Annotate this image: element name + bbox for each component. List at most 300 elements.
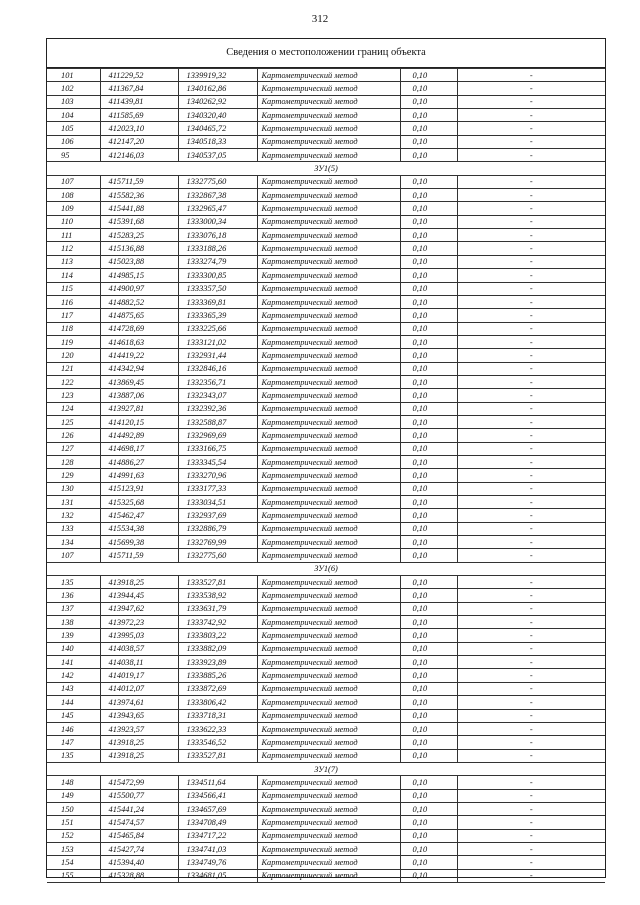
x-coordinate-cell: 414019,17 (100, 669, 178, 682)
note-cell: - (457, 816, 605, 829)
point-number-cell: 119 (47, 335, 100, 348)
note-cell: - (457, 749, 605, 762)
method-cell: Картометрический метод (257, 802, 400, 815)
table-row (47, 175, 605, 188)
x-coordinate-cell: 414419,22 (100, 349, 178, 362)
accuracy-cell: 0,10 (400, 549, 457, 562)
note-cell: - (457, 122, 605, 135)
method-cell: Картометрический метод (257, 255, 400, 268)
note-cell: - (457, 522, 605, 535)
note-cell: - (457, 255, 605, 268)
accuracy-cell: 0,10 (400, 536, 457, 549)
note-cell: - (457, 509, 605, 522)
y-coordinate-cell: 1333803,22 (178, 629, 257, 642)
point-number-cell: 152 (47, 829, 100, 842)
y-coordinate-cell: 1333885,26 (178, 669, 257, 682)
x-coordinate-cell: 415391,68 (100, 215, 178, 228)
table-row (47, 522, 605, 535)
method-cell: Картометрический метод (257, 175, 400, 188)
table-row (47, 389, 605, 402)
note-cell: - (457, 389, 605, 402)
point-number-cell: 137 (47, 602, 100, 615)
note-cell: - (457, 402, 605, 415)
point-number-cell: 111 (47, 229, 100, 242)
x-coordinate-cell: 415699,38 (100, 536, 178, 549)
accuracy-cell: 0,10 (400, 309, 457, 322)
table-row (47, 496, 605, 509)
y-coordinate-cell: 1333177,33 (178, 482, 257, 495)
point-number-cell: 108 (47, 189, 100, 202)
accuracy-cell: 0,10 (400, 469, 457, 482)
coordinates-table (47, 68, 605, 883)
page-number: 312 (311, 13, 329, 25)
note-cell: - (457, 175, 605, 188)
method-cell: Картометрический метод (257, 856, 400, 869)
point-number-cell: 116 (47, 295, 100, 308)
method-cell: Картометрический метод (257, 722, 400, 735)
point-number-cell: 112 (47, 242, 100, 255)
note-cell: - (457, 335, 605, 348)
x-coordinate-cell: 414882,52 (100, 295, 178, 308)
method-cell: Картометрический метод (257, 69, 400, 82)
x-coordinate-cell: 412147,20 (100, 135, 178, 148)
table-row (47, 536, 605, 549)
y-coordinate-cell: 1334681,05 (178, 869, 257, 882)
y-coordinate-cell: 1333000,34 (178, 215, 257, 228)
table-row (47, 135, 605, 148)
table-row (47, 776, 605, 789)
table-row (47, 375, 605, 388)
method-cell: Картометрический метод (257, 189, 400, 202)
method-cell: Картометрический метод (257, 469, 400, 482)
accuracy-cell: 0,10 (400, 789, 457, 802)
table-row (47, 842, 605, 855)
x-coordinate-cell: 415465,84 (100, 829, 178, 842)
x-coordinate-cell: 413887,06 (100, 389, 178, 402)
method-cell: Картометрический метод (257, 789, 400, 802)
table-row (47, 749, 605, 762)
x-coordinate-cell: 415325,68 (100, 496, 178, 509)
table-row (47, 202, 605, 215)
x-coordinate-cell: 414728,69 (100, 322, 178, 335)
note-cell: - (457, 589, 605, 602)
method-cell: Картометрический метод (257, 709, 400, 722)
note-cell: - (457, 829, 605, 842)
x-coordinate-cell: 415534,38 (100, 522, 178, 535)
y-coordinate-cell: 1333274,79 (178, 255, 257, 268)
note-cell: - (457, 82, 605, 95)
x-coordinate-cell: 414038,11 (100, 656, 178, 669)
accuracy-cell: 0,10 (400, 69, 457, 82)
accuracy-cell: 0,10 (400, 229, 457, 242)
y-coordinate-cell: 1332965,47 (178, 202, 257, 215)
table-row (47, 82, 605, 95)
table-row (47, 696, 605, 709)
note-cell: - (457, 789, 605, 802)
y-coordinate-cell: 1334717,22 (178, 829, 257, 842)
method-cell: Картометрический метод (257, 656, 400, 669)
note-cell: - (457, 442, 605, 455)
accuracy-cell: 0,10 (400, 455, 457, 468)
accuracy-cell: 0,10 (400, 749, 457, 762)
method-cell: Картометрический метод (257, 335, 400, 348)
note-cell: - (457, 549, 605, 562)
y-coordinate-cell: 1333546,52 (178, 736, 257, 749)
accuracy-cell: 0,10 (400, 175, 457, 188)
accuracy-cell: 0,10 (400, 362, 457, 375)
section-heading: ЗУ1(5) (47, 162, 605, 175)
x-coordinate-cell: 415283,25 (100, 229, 178, 242)
x-coordinate-cell: 415441,88 (100, 202, 178, 215)
accuracy-cell: 0,10 (400, 856, 457, 869)
accuracy-cell: 0,10 (400, 709, 457, 722)
point-number-cell: 120 (47, 349, 100, 362)
method-cell: Картометрический метод (257, 389, 400, 402)
x-coordinate-cell: 415474,57 (100, 816, 178, 829)
accuracy-cell: 0,10 (400, 602, 457, 615)
note-cell: - (457, 696, 605, 709)
y-coordinate-cell: 1333166,75 (178, 442, 257, 455)
x-coordinate-cell: 413972,23 (100, 616, 178, 629)
section-heading: ЗУ1(7) (47, 762, 605, 775)
point-number-cell: 150 (47, 802, 100, 815)
x-coordinate-cell: 412023,10 (100, 122, 178, 135)
y-coordinate-cell: 1332392,36 (178, 402, 257, 415)
y-coordinate-cell: 1332867,38 (178, 189, 257, 202)
y-coordinate-cell: 1333923,89 (178, 656, 257, 669)
accuracy-cell: 0,10 (400, 109, 457, 122)
y-coordinate-cell: 1333742,92 (178, 616, 257, 629)
accuracy-cell: 0,10 (400, 589, 457, 602)
section-heading-row (47, 762, 605, 775)
table-row (47, 149, 605, 162)
point-number-cell: 102 (47, 82, 100, 95)
x-coordinate-cell: 415394,40 (100, 856, 178, 869)
accuracy-cell: 0,10 (400, 242, 457, 255)
table-row (47, 642, 605, 655)
y-coordinate-cell: 1332846,16 (178, 362, 257, 375)
table-row (47, 95, 605, 108)
accuracy-cell: 0,10 (400, 389, 457, 402)
x-coordinate-cell: 415427,74 (100, 842, 178, 855)
note-cell: - (457, 362, 605, 375)
x-coordinate-cell: 414012,07 (100, 682, 178, 695)
y-coordinate-cell: 1334749,76 (178, 856, 257, 869)
y-coordinate-cell: 1333121,02 (178, 335, 257, 348)
point-number-cell: 149 (47, 789, 100, 802)
y-coordinate-cell: 1332356,71 (178, 375, 257, 388)
accuracy-cell: 0,10 (400, 616, 457, 629)
point-number-cell: 114 (47, 269, 100, 282)
accuracy-cell: 0,10 (400, 776, 457, 789)
note-cell: - (457, 375, 605, 388)
x-coordinate-cell: 413943,65 (100, 709, 178, 722)
point-number-cell: 135 (47, 576, 100, 589)
y-coordinate-cell: 1340262,92 (178, 95, 257, 108)
point-number-cell: 118 (47, 322, 100, 335)
x-coordinate-cell: 414038,57 (100, 642, 178, 655)
table-row (47, 576, 605, 589)
table-row (47, 335, 605, 348)
table-row (47, 656, 605, 669)
table-row (47, 829, 605, 842)
x-coordinate-cell: 411229,52 (100, 69, 178, 82)
x-coordinate-cell: 415472,99 (100, 776, 178, 789)
y-coordinate-cell: 1333622,33 (178, 722, 257, 735)
table-row (47, 255, 605, 268)
point-number-cell: 101 (47, 69, 100, 82)
table-row (47, 122, 605, 135)
note-cell: - (457, 682, 605, 695)
point-number-cell: 121 (47, 362, 100, 375)
x-coordinate-cell: 414120,15 (100, 415, 178, 428)
table-row (47, 215, 605, 228)
point-number-cell: 147 (47, 736, 100, 749)
note-cell: - (457, 415, 605, 428)
method-cell: Картометрический метод (257, 82, 400, 95)
accuracy-cell: 0,10 (400, 335, 457, 348)
x-coordinate-cell: 411367,84 (100, 82, 178, 95)
y-coordinate-cell: 1332775,60 (178, 175, 257, 188)
point-number-cell: 125 (47, 415, 100, 428)
accuracy-cell: 0,10 (400, 842, 457, 855)
accuracy-cell: 0,10 (400, 402, 457, 415)
point-number-cell: 109 (47, 202, 100, 215)
method-cell: Картометрический метод (257, 522, 400, 535)
note-cell: - (457, 576, 605, 589)
accuracy-cell: 0,10 (400, 682, 457, 695)
note-cell: - (457, 482, 605, 495)
y-coordinate-cell: 1333369,81 (178, 295, 257, 308)
method-cell: Картометрический метод (257, 375, 400, 388)
note-cell: - (457, 95, 605, 108)
table-body (47, 69, 605, 883)
y-coordinate-cell: 1333806,42 (178, 696, 257, 709)
accuracy-cell: 0,10 (400, 82, 457, 95)
method-cell: Картометрический метод (257, 322, 400, 335)
note-cell: - (457, 149, 605, 162)
method-cell: Картометрический метод (257, 549, 400, 562)
y-coordinate-cell: 1340465,72 (178, 122, 257, 135)
x-coordinate-cell: 414985,15 (100, 269, 178, 282)
y-coordinate-cell: 1332588,87 (178, 415, 257, 428)
section-heading: ЗУ1(6) (47, 562, 605, 575)
x-coordinate-cell: 414900,97 (100, 282, 178, 295)
method-cell: Картометрический метод (257, 482, 400, 495)
method-cell: Картометрический метод (257, 616, 400, 629)
method-cell: Картометрический метод (257, 455, 400, 468)
method-cell: Картометрический метод (257, 629, 400, 642)
y-coordinate-cell: 1333365,39 (178, 309, 257, 322)
method-cell: Картометрический метод (257, 696, 400, 709)
method-cell: Картометрический метод (257, 776, 400, 789)
accuracy-cell: 0,10 (400, 816, 457, 829)
method-cell: Картометрический метод (257, 242, 400, 255)
table-row (47, 816, 605, 829)
point-number-cell: 144 (47, 696, 100, 709)
table-row (47, 616, 605, 629)
x-coordinate-cell: 413944,45 (100, 589, 178, 602)
note-cell: - (457, 135, 605, 148)
y-coordinate-cell: 1332886,79 (178, 522, 257, 535)
table-row (47, 229, 605, 242)
boundary-table-frame (46, 38, 606, 881)
x-coordinate-cell: 415136,88 (100, 242, 178, 255)
table-caption: Сведения о местоположении границ объекта (47, 39, 605, 68)
x-coordinate-cell: 414492,89 (100, 429, 178, 442)
table-row (47, 429, 605, 442)
note-cell: - (457, 429, 605, 442)
method-cell: Картометрический метод (257, 642, 400, 655)
table-row (47, 589, 605, 602)
point-number-cell: 95 (47, 149, 100, 162)
note-cell: - (457, 736, 605, 749)
x-coordinate-cell: 413927,81 (100, 402, 178, 415)
method-cell: Картометрический метод (257, 362, 400, 375)
table-row (47, 322, 605, 335)
x-coordinate-cell: 414875,65 (100, 309, 178, 322)
point-number-cell: 155 (47, 869, 100, 882)
y-coordinate-cell: 1333357,50 (178, 282, 257, 295)
method-cell: Картометрический метод (257, 749, 400, 762)
point-number-cell: 122 (47, 375, 100, 388)
method-cell: Картометрический метод (257, 202, 400, 215)
y-coordinate-cell: 1340537,05 (178, 149, 257, 162)
accuracy-cell: 0,10 (400, 736, 457, 749)
y-coordinate-cell: 1334566,41 (178, 789, 257, 802)
point-number-cell: 113 (47, 255, 100, 268)
note-cell: - (457, 642, 605, 655)
x-coordinate-cell: 413918,25 (100, 749, 178, 762)
table-row (47, 509, 605, 522)
table-row (47, 629, 605, 642)
y-coordinate-cell: 1333225,66 (178, 322, 257, 335)
note-cell: - (457, 295, 605, 308)
y-coordinate-cell: 1334511,64 (178, 776, 257, 789)
accuracy-cell: 0,10 (400, 282, 457, 295)
table-row (47, 482, 605, 495)
y-coordinate-cell: 1334657,69 (178, 802, 257, 815)
table-row (47, 442, 605, 455)
section-heading-row (47, 162, 605, 175)
note-cell: - (457, 536, 605, 549)
table-row (47, 682, 605, 695)
accuracy-cell: 0,10 (400, 829, 457, 842)
note-cell: - (457, 629, 605, 642)
point-number-cell: 151 (47, 816, 100, 829)
method-cell: Картометрический метод (257, 602, 400, 615)
method-cell: Картометрический метод (257, 682, 400, 695)
method-cell: Картометрический метод (257, 816, 400, 829)
table-row (47, 282, 605, 295)
note-cell: - (457, 602, 605, 615)
point-number-cell: 135 (47, 749, 100, 762)
note-cell: - (457, 802, 605, 815)
x-coordinate-cell: 414991,63 (100, 469, 178, 482)
x-coordinate-cell: 415500,77 (100, 789, 178, 802)
x-coordinate-cell: 415582,36 (100, 189, 178, 202)
point-number-cell: 123 (47, 389, 100, 402)
point-number-cell: 145 (47, 709, 100, 722)
x-coordinate-cell: 411585,69 (100, 109, 178, 122)
accuracy-cell: 0,10 (400, 669, 457, 682)
method-cell: Картометрический метод (257, 309, 400, 322)
table-row (47, 722, 605, 735)
table-row (47, 802, 605, 815)
y-coordinate-cell: 1339919,32 (178, 69, 257, 82)
table-row (47, 736, 605, 749)
note-cell: - (457, 669, 605, 682)
method-cell: Картометрический метод (257, 429, 400, 442)
x-coordinate-cell: 415328,88 (100, 869, 178, 882)
note-cell: - (457, 309, 605, 322)
accuracy-cell: 0,10 (400, 122, 457, 135)
method-cell: Картометрический метод (257, 135, 400, 148)
note-cell: - (457, 202, 605, 215)
point-number-cell: 136 (47, 589, 100, 602)
accuracy-cell: 0,10 (400, 482, 457, 495)
accuracy-cell: 0,10 (400, 629, 457, 642)
method-cell: Картометрический метод (257, 509, 400, 522)
table-row (47, 455, 605, 468)
note-cell: - (457, 842, 605, 855)
note-cell: - (457, 776, 605, 789)
x-coordinate-cell: 411439,81 (100, 95, 178, 108)
table-row (47, 415, 605, 428)
table-row (47, 269, 605, 282)
x-coordinate-cell: 413923,57 (100, 722, 178, 735)
note-cell: - (457, 869, 605, 882)
method-cell: Картометрический метод (257, 589, 400, 602)
point-number-cell: 107 (47, 175, 100, 188)
method-cell: Картометрический метод (257, 109, 400, 122)
accuracy-cell: 0,10 (400, 255, 457, 268)
x-coordinate-cell: 415711,59 (100, 549, 178, 562)
accuracy-cell: 0,10 (400, 149, 457, 162)
y-coordinate-cell: 1332969,69 (178, 429, 257, 442)
method-cell: Картометрический метод (257, 269, 400, 282)
point-number-cell: 127 (47, 442, 100, 455)
table-row (47, 469, 605, 482)
note-cell: - (457, 469, 605, 482)
point-number-cell: 143 (47, 682, 100, 695)
y-coordinate-cell: 1333034,51 (178, 496, 257, 509)
table-row (47, 402, 605, 415)
y-coordinate-cell: 1332931,44 (178, 349, 257, 362)
y-coordinate-cell: 1334741,03 (178, 842, 257, 855)
point-number-cell: 107 (47, 549, 100, 562)
accuracy-cell: 0,10 (400, 415, 457, 428)
table-row (47, 856, 605, 869)
x-coordinate-cell: 414886,27 (100, 455, 178, 468)
y-coordinate-cell: 1333718,31 (178, 709, 257, 722)
accuracy-cell: 0,10 (400, 869, 457, 882)
accuracy-cell: 0,10 (400, 375, 457, 388)
method-cell: Картометрический метод (257, 95, 400, 108)
point-number-cell: 134 (47, 536, 100, 549)
y-coordinate-cell: 1340518,33 (178, 135, 257, 148)
point-number-cell: 105 (47, 122, 100, 135)
method-cell: Картометрический метод (257, 496, 400, 509)
table-row (47, 295, 605, 308)
method-cell: Картометрический метод (257, 229, 400, 242)
point-number-cell: 146 (47, 722, 100, 735)
point-number-cell: 140 (47, 642, 100, 655)
point-number-cell: 117 (47, 309, 100, 322)
x-coordinate-cell: 415711,59 (100, 175, 178, 188)
y-coordinate-cell: 1333872,69 (178, 682, 257, 695)
note-cell: - (457, 349, 605, 362)
